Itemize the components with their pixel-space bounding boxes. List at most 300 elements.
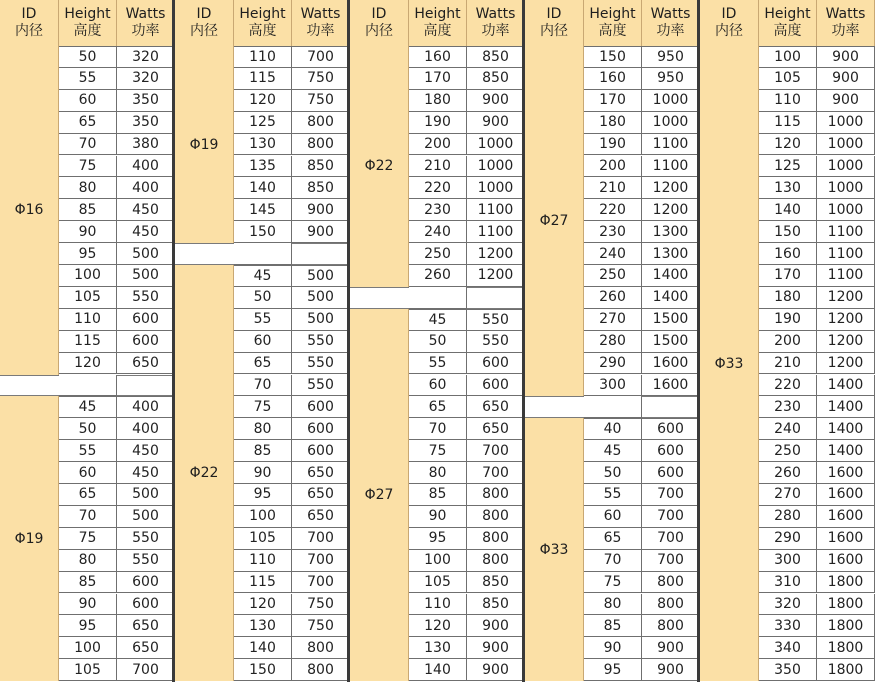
watts-cell: 800 [467,484,525,506]
watts-cell: 1800 [817,615,875,637]
watts-cell: 800 [292,112,350,134]
watts-cell: 750 [292,615,350,637]
height-header [59,0,117,46]
height-cell: 330 [759,615,817,637]
inner-diameter-cell: Φ27 [525,46,584,396]
height-cell: 90 [234,462,292,484]
height-cell: 45 [409,309,467,331]
height-cell: 180 [759,287,817,309]
height-cell: 75 [584,572,642,594]
watts-cell: 650 [292,506,350,528]
watts-cell: 1600 [817,506,875,528]
id-header [175,0,234,46]
height-cell: 320 [759,594,817,616]
inner-diameter-cell: Φ22 [350,46,409,287]
height-cell: 150 [234,221,292,243]
watts-cell: 700 [292,572,350,594]
watts-cell: 700 [467,462,525,484]
watts-cell: 500 [292,287,350,309]
watts-cell: 900 [817,46,875,68]
height-cell: 230 [759,396,817,418]
height-cell: 100 [409,550,467,572]
height-cell: 280 [759,506,817,528]
watts-cell: 600 [642,440,700,462]
height-cell: 105 [234,528,292,550]
height-cell: 240 [409,221,467,243]
height-cell: 75 [409,440,467,462]
inner-diameter-cell: Φ27 [350,309,409,681]
height-header-label-cn: 高度 [73,23,102,39]
watts-cell: 850 [467,594,525,616]
watts-cell: 850 [292,156,350,178]
watts-cell: 900 [292,199,350,221]
watts-cell: 1200 [817,331,875,353]
height-cell: 220 [759,375,817,397]
blank-cell [234,243,292,265]
height-cell: 150 [584,46,642,68]
height-cell: 50 [409,331,467,353]
watts-cell: 550 [117,550,175,572]
watts-cell: 380 [117,134,175,156]
watts-cell: 900 [817,90,875,112]
height-cell: 130 [759,177,817,199]
watts-cell: 450 [117,462,175,484]
watts-cell: 1000 [817,156,875,178]
height-cell: 85 [59,199,117,221]
blank-cell [59,375,117,397]
height-cell: 50 [59,46,117,68]
id-header-label-cn: 内径 [15,23,43,39]
height-cell: 250 [759,440,817,462]
inner-diameter-cell: Φ19 [0,396,59,681]
watts-cell: 650 [467,396,525,418]
watts-cell: 750 [292,90,350,112]
watts-cell: 550 [292,375,350,397]
watts-cell: 900 [642,637,700,659]
height-cell: 260 [584,287,642,309]
height-cell: 130 [409,637,467,659]
height-cell: 115 [759,112,817,134]
watts-cell: 1100 [817,265,875,287]
watts-cell: 900 [642,659,700,681]
height-cell: 140 [759,199,817,221]
watts-cell: 450 [117,199,175,221]
height-cell: 85 [409,484,467,506]
watts-cell: 1500 [642,309,700,331]
height-cell: 105 [409,572,467,594]
height-cell: 140 [234,177,292,199]
watts-cell: 550 [292,353,350,375]
inner-diameter-cell: Φ19 [175,46,234,243]
height-cell: 160 [584,68,642,90]
watts-cell: 1600 [817,550,875,572]
height-cell: 270 [759,484,817,506]
watts-cell: 500 [117,243,175,265]
watts-cell: 800 [467,506,525,528]
id-header-label-cn: 内径 [190,23,218,39]
watts-header-label: Watts [475,6,516,22]
height-header [759,0,817,46]
height-cell: 55 [584,484,642,506]
watts-cell: 700 [642,506,700,528]
watts-cell: 950 [642,68,700,90]
height-cell: 50 [234,287,292,309]
height-cell: 230 [409,199,467,221]
height-cell: 340 [759,637,817,659]
watts-cell: 1000 [817,177,875,199]
watts-cell: 1500 [642,331,700,353]
inner-diameter-cell: Φ16 [0,46,59,375]
height-cell: 200 [409,134,467,156]
height-cell: 200 [584,156,642,178]
height-cell: 65 [59,484,117,506]
watts-cell: 800 [642,594,700,616]
watts-cell: 500 [292,309,350,331]
height-cell: 65 [409,396,467,418]
height-cell: 70 [409,418,467,440]
height-cell: 190 [409,112,467,134]
id-header-label-cn: 内径 [540,23,568,39]
id-header-label: ID [371,6,387,22]
height-cell: 350 [759,659,817,681]
watts-cell: 600 [467,375,525,397]
height-cell: 140 [409,659,467,681]
height-cell: 145 [234,199,292,221]
watts-cell: 500 [117,484,175,506]
id-header-label: ID [21,6,37,22]
height-cell: 80 [234,418,292,440]
height-cell: 90 [409,506,467,528]
height-cell: 60 [59,462,117,484]
height-cell: 230 [584,221,642,243]
height-cell: 240 [584,243,642,265]
height-cell: 50 [584,462,642,484]
height-cell: 120 [759,134,817,156]
watts-header-label-cn: 功率 [481,23,510,39]
height-header [409,0,467,46]
watts-header-label: Watts [300,6,341,22]
height-cell: 260 [759,462,817,484]
height-cell: 85 [234,440,292,462]
height-cell: 40 [584,418,642,440]
height-cell: 95 [234,484,292,506]
watts-cell: 1400 [817,418,875,440]
height-cell: 75 [59,156,117,178]
inner-diameter-cell: Φ33 [700,46,759,681]
watts-cell: 1400 [817,440,875,462]
height-cell: 60 [59,90,117,112]
height-cell: 115 [59,331,117,353]
height-cell: 125 [759,156,817,178]
height-cell: 190 [584,134,642,156]
watts-cell: 1000 [642,90,700,112]
height-cell: 90 [584,637,642,659]
watts-cell: 900 [467,112,525,134]
watts-cell: 950 [642,46,700,68]
height-cell: 100 [759,46,817,68]
watts-cell: 1200 [817,287,875,309]
table-block [350,0,522,682]
watts-cell: 1000 [642,112,700,134]
watts-cell: 1300 [642,221,700,243]
watts-cell: 700 [117,659,175,681]
watts-cell: 1100 [467,221,525,243]
height-cell: 210 [759,353,817,375]
height-cell: 170 [409,68,467,90]
id-header [525,0,584,46]
watts-cell: 1400 [817,396,875,418]
height-cell: 250 [409,243,467,265]
height-header [234,0,292,46]
watts-cell: 1200 [817,309,875,331]
watts-cell: 600 [117,309,175,331]
height-cell: 300 [584,375,642,397]
watts-cell: 900 [467,659,525,681]
height-cell: 70 [59,134,117,156]
height-cell: 210 [584,177,642,199]
watts-cell: 600 [642,418,700,440]
height-cell: 45 [59,396,117,418]
watts-cell: 1100 [642,134,700,156]
watts-cell: 550 [292,331,350,353]
watts-cell: 1000 [817,134,875,156]
inner-diameter-cell: Φ33 [525,418,584,681]
height-cell: 290 [759,528,817,550]
height-cell: 100 [59,265,117,287]
height-cell: 85 [59,572,117,594]
height-cell: 60 [584,506,642,528]
height-cell: 105 [59,287,117,309]
height-cell: 95 [409,528,467,550]
watts-cell: 800 [292,134,350,156]
height-cell: 110 [409,594,467,616]
watts-cell: 900 [817,68,875,90]
height-header-label: Height [64,6,111,22]
height-cell: 55 [409,353,467,375]
height-cell: 110 [759,90,817,112]
watts-header-label-cn: 功率 [831,23,860,39]
watts-cell: 600 [117,594,175,616]
watts-cell: 1100 [817,243,875,265]
height-header-label: Height [589,6,636,22]
height-header-label: Height [414,6,461,22]
watts-header-label-cn: 功率 [131,23,160,39]
watts-header-label: Watts [125,6,166,22]
height-cell: 95 [59,615,117,637]
watts-cell: 850 [467,572,525,594]
height-header-label-cn: 高度 [598,23,627,39]
watts-cell: 700 [642,528,700,550]
height-cell: 65 [59,112,117,134]
watts-cell: 400 [117,396,175,418]
height-cell: 95 [59,243,117,265]
watts-cell: 600 [292,418,350,440]
height-cell: 95 [584,659,642,681]
height-cell: 270 [584,309,642,331]
height-cell: 300 [759,550,817,572]
blank-cell [584,396,642,418]
watts-cell: 750 [292,68,350,90]
watts-cell: 1000 [467,177,525,199]
id-header-label-cn: 内径 [365,23,393,39]
watts-cell: 1100 [467,199,525,221]
watts-cell: 500 [117,265,175,287]
height-cell: 115 [234,572,292,594]
watts-cell: 800 [467,528,525,550]
height-cell: 125 [234,112,292,134]
watts-cell: 1600 [817,462,875,484]
watts-cell: 600 [117,331,175,353]
watts-cell: 550 [467,331,525,353]
watts-cell: 1400 [642,287,700,309]
height-cell: 160 [409,46,467,68]
height-header-label: Height [764,6,811,22]
height-cell: 240 [759,418,817,440]
watts-cell: 1800 [817,637,875,659]
watts-cell: 1600 [642,375,700,397]
watts-cell: 600 [117,572,175,594]
watts-cell: 1600 [817,528,875,550]
height-cell: 120 [59,353,117,375]
watts-cell: 650 [292,462,350,484]
height-cell: 200 [759,331,817,353]
watts-header-label: Watts [650,6,691,22]
id-header [350,0,409,46]
watts-cell: 1000 [467,134,525,156]
height-cell: 130 [234,615,292,637]
height-cell: 55 [59,440,117,462]
height-cell: 60 [234,331,292,353]
watts-cell: 850 [467,68,525,90]
watts-cell: 1200 [467,265,525,287]
height-cell: 170 [759,265,817,287]
watts-header [817,0,875,46]
watts-cell: 800 [467,550,525,572]
watts-cell: 400 [117,156,175,178]
id-header-label: ID [196,6,212,22]
height-cell: 190 [759,309,817,331]
watts-cell: 1400 [817,375,875,397]
height-cell: 115 [234,68,292,90]
watts-cell: 350 [117,90,175,112]
watts-cell: 900 [467,637,525,659]
height-cell: 130 [234,134,292,156]
height-header-label-cn: 高度 [773,23,802,39]
height-cell: 45 [234,265,292,287]
watts-cell: 1300 [642,243,700,265]
id-header-label-cn: 内径 [715,23,743,39]
height-cell: 210 [409,156,467,178]
height-cell: 70 [584,550,642,572]
height-cell: 110 [234,550,292,572]
blank-cell [409,287,467,309]
watts-cell: 900 [292,221,350,243]
height-cell: 220 [409,177,467,199]
height-cell: 310 [759,572,817,594]
height-cell: 75 [59,528,117,550]
watts-header [467,0,525,46]
height-cell: 180 [584,112,642,134]
watts-cell: 600 [292,396,350,418]
height-cell: 90 [59,221,117,243]
height-cell: 180 [409,90,467,112]
id-header [700,0,759,46]
watts-cell: 650 [117,353,175,375]
height-cell: 290 [584,353,642,375]
watts-cell: 550 [467,309,525,331]
height-cell: 80 [59,177,117,199]
table-block [175,0,347,682]
watts-cell: 650 [117,637,175,659]
watts-cell: 1400 [642,265,700,287]
watts-cell: 550 [117,287,175,309]
watts-cell: 650 [117,615,175,637]
watts-header-label-cn: 功率 [306,23,335,39]
watts-cell: 650 [467,418,525,440]
height-cell: 250 [584,265,642,287]
watts-cell: 450 [117,221,175,243]
watts-cell: 600 [467,353,525,375]
height-cell: 135 [234,156,292,178]
watts-cell: 900 [467,615,525,637]
watts-cell: 850 [292,177,350,199]
height-cell: 75 [234,396,292,418]
watts-cell: 320 [117,46,175,68]
height-cell: 220 [584,199,642,221]
watts-cell: 850 [467,46,525,68]
height-cell: 65 [584,528,642,550]
watts-cell: 700 [292,528,350,550]
watts-cell: 1000 [467,156,525,178]
watts-cell: 800 [642,572,700,594]
watts-cell: 700 [642,484,700,506]
height-cell: 60 [409,375,467,397]
watts-header-label-cn: 功率 [656,23,685,39]
height-header-label-cn: 高度 [248,23,277,39]
height-cell: 65 [234,353,292,375]
height-cell: 110 [234,46,292,68]
height-cell: 70 [59,506,117,528]
height-header-label-cn: 高度 [423,23,452,39]
inner-diameter-cell: Φ22 [175,265,234,681]
watts-cell: 1100 [642,156,700,178]
height-cell: 140 [234,637,292,659]
height-cell: 120 [409,615,467,637]
watts-header [292,0,350,46]
height-cell: 150 [759,221,817,243]
watts-cell: 700 [467,440,525,462]
watts-cell: 500 [117,506,175,528]
watts-cell: 350 [117,112,175,134]
height-cell: 45 [584,440,642,462]
watts-cell: 750 [292,594,350,616]
watts-cell: 1000 [817,112,875,134]
height-cell: 260 [409,265,467,287]
watts-cell: 1000 [817,199,875,221]
id-header [0,0,59,46]
height-cell: 105 [759,68,817,90]
height-cell: 110 [59,309,117,331]
height-cell: 80 [409,462,467,484]
watts-cell: 1100 [817,221,875,243]
watts-cell: 400 [117,418,175,440]
watts-cell: 1200 [642,199,700,221]
watts-header [642,0,700,46]
watts-cell: 500 [292,265,350,287]
watts-cell: 450 [117,440,175,462]
height-cell: 80 [59,550,117,572]
watts-cell: 1600 [817,484,875,506]
